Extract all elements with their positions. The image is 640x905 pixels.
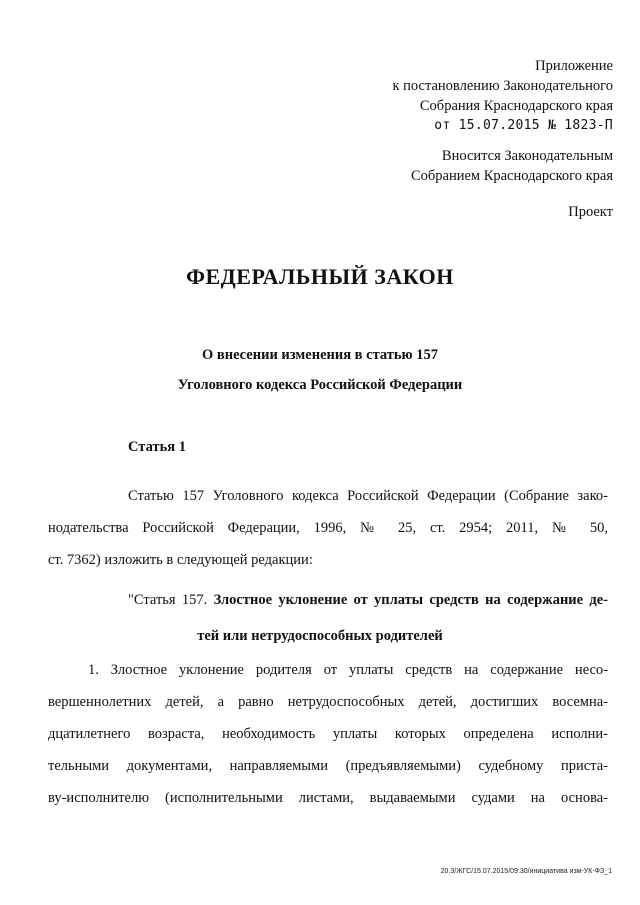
document-footer-id: 20.3/ЖГС/15.07.2015/09:30/инициатива изм-УК-ФЗ_1 <box>440 868 612 875</box>
paragraph-line: нодательства Российской Федерации, 1996, № 25, ст. 2954; 2011, № 50, <box>48 520 608 536</box>
paragraph-amendment <box>48 480 608 576</box>
draft-label-text: Проект <box>568 204 613 220</box>
paragraph-line: 1. Злостное уклонение родителя от уплаты средств на содержание несо- <box>88 662 608 678</box>
appendix-line: Приложение <box>535 58 613 74</box>
draft-label <box>568 202 613 222</box>
paragraph-line: ву-исполнителю (исполнительными листами, выдаваемыми судами на основа- <box>48 790 608 806</box>
paragraph-article-part1 <box>48 654 608 814</box>
quoted-article-title-cont <box>0 620 640 652</box>
document-title: ФЕДЕРАЛЬНЫЙ ЗАКОН <box>186 264 454 289</box>
subtitle-line: О внесении изменения в статью 157 <box>201 347 438 363</box>
quoted-article-title: Злостное уклонение от уплаты средств на содержание де- <box>213 592 608 608</box>
paragraph-line: ст. 7362) изложить в следующей редакции: <box>48 552 313 568</box>
quoted-article-prefix: "Статья 157. <box>128 592 214 608</box>
paragraph-line: тельными документами, направляемыми (предъявляемыми) судебному приста- <box>48 758 608 774</box>
appendix-line: к постановлению Законодательного <box>392 78 613 94</box>
paragraph-line: Статью 157 Уголовного кодекса Российской Федерации (Собрание зако- <box>128 488 608 504</box>
paragraph-line: вершеннолетних детей, а равно нетрудоспособных детей, достигших восемна- <box>48 694 608 710</box>
subtitle-line: Уголовного кодекса Российской Федерации <box>177 377 463 393</box>
appendix-block <box>393 56 614 136</box>
law-subtitle <box>0 340 640 400</box>
introduced-by-line: Собранием Краснодарского края <box>410 168 613 184</box>
introduced-by-block <box>411 146 613 186</box>
introduced-by-line: Вносится Законодательным <box>441 148 613 164</box>
article-heading: Статья 1 <box>128 439 186 455</box>
quoted-article-title-line2: тей или нетрудоспособных родителей <box>197 628 443 644</box>
quoted-article-heading <box>128 584 608 616</box>
resolution-stamp: от 15.07.2015 № 1823-П <box>434 118 613 133</box>
quoted-article-line <box>128 584 608 616</box>
appendix-line: Собрания Краснодарского края <box>419 98 613 114</box>
paragraph-line: дцатилетнего возраста, необходимость уплаты которых определена исполни- <box>48 726 608 742</box>
